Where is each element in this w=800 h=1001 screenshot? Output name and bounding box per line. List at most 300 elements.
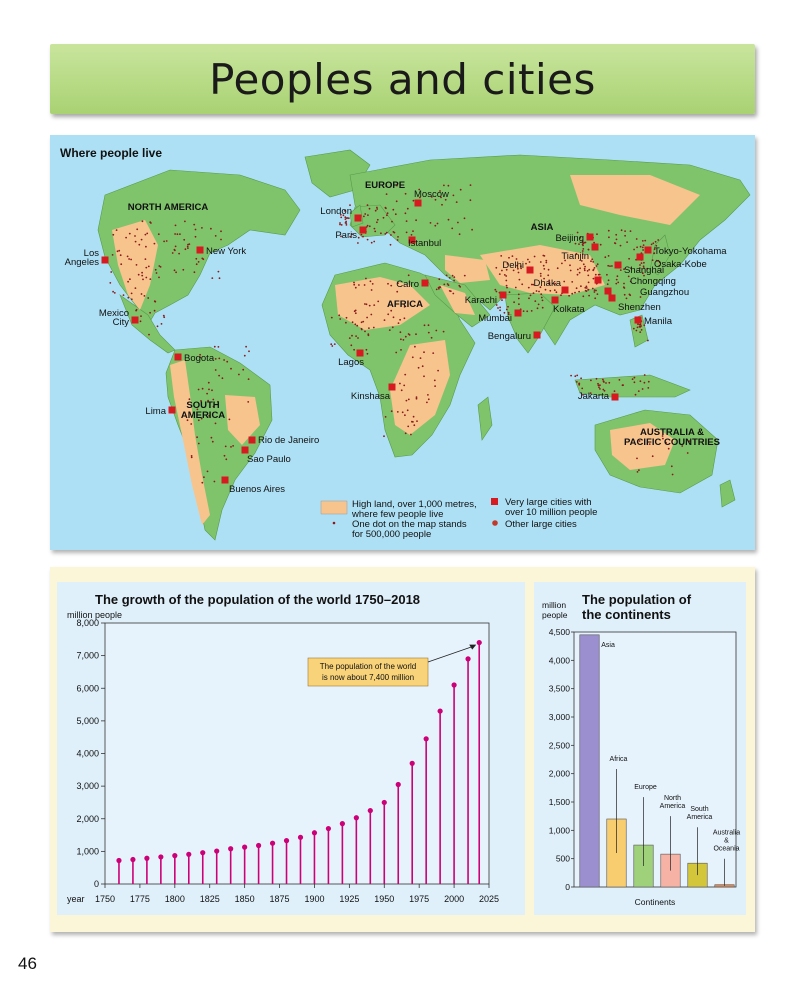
growth-point xyxy=(298,835,303,840)
growth-ytick-label: 2,000 xyxy=(76,813,99,824)
population-dot xyxy=(592,261,594,263)
population-dot xyxy=(405,432,407,434)
population-dot xyxy=(540,275,542,277)
growth-point xyxy=(424,736,429,741)
population-dot xyxy=(201,258,203,260)
population-dot xyxy=(352,321,354,323)
population-dot xyxy=(146,233,148,235)
population-dot xyxy=(397,236,399,238)
population-dot xyxy=(518,272,520,274)
population-dot xyxy=(178,253,180,255)
population-dot xyxy=(196,436,198,438)
map-canvas xyxy=(50,135,755,550)
legend-dot-line1: One dot on the map stands xyxy=(352,519,467,530)
population-dot xyxy=(354,310,356,312)
city-label-dhaka: Dhaka xyxy=(533,278,561,289)
population-dot xyxy=(193,224,195,226)
population-dot xyxy=(624,294,626,296)
population-dot xyxy=(621,229,623,231)
population-dot xyxy=(642,388,644,390)
continent-label: North xyxy=(663,795,682,803)
population-dot xyxy=(158,277,160,279)
population-dot xyxy=(373,327,375,329)
megacity-marker-jakarta xyxy=(612,394,619,401)
continents-chart-xlabel: Continents xyxy=(634,897,676,907)
region-label-asia: ASIA xyxy=(530,222,554,233)
population-dot xyxy=(367,353,369,355)
population-dot xyxy=(410,434,412,436)
population-dot xyxy=(437,370,439,372)
population-dot xyxy=(387,313,389,315)
population-dot xyxy=(355,312,357,314)
growth-xtick-label: 1925 xyxy=(339,894,360,904)
population-dot xyxy=(431,337,433,339)
population-dot xyxy=(390,310,392,312)
population-dot xyxy=(628,258,630,260)
continents-ytick-label: 500 xyxy=(555,853,570,864)
population-dot xyxy=(507,306,509,308)
population-dot xyxy=(639,324,641,326)
population-dot xyxy=(367,239,369,241)
population-dot xyxy=(459,233,461,235)
population-dot xyxy=(355,287,357,289)
population-dot xyxy=(357,242,359,244)
growth-point xyxy=(410,761,415,766)
population-dot xyxy=(538,304,540,306)
population-dot xyxy=(141,293,143,295)
population-dot xyxy=(366,317,368,319)
population-dot xyxy=(636,458,638,460)
population-dot xyxy=(637,327,639,329)
population-dot xyxy=(158,233,160,235)
population-dot xyxy=(220,239,222,241)
megacity-marker-bogota xyxy=(175,354,182,361)
population-dot xyxy=(453,276,455,278)
growth-point xyxy=(186,852,191,857)
population-dot xyxy=(449,290,451,292)
population-dot xyxy=(626,241,628,243)
population-dot xyxy=(396,200,398,202)
population-dot xyxy=(357,337,359,339)
population-dot xyxy=(194,271,196,273)
continents-ytick-label: 3,500 xyxy=(548,683,570,694)
population-dot xyxy=(436,289,438,291)
growth-point xyxy=(451,682,456,687)
population-dot xyxy=(163,316,165,318)
megacity-marker-shenzhen xyxy=(609,295,616,302)
population-dot xyxy=(416,420,418,422)
continents-ytick-label: 1,000 xyxy=(548,825,570,836)
growth-xtick-label: 2025 xyxy=(478,894,500,904)
population-dot xyxy=(363,216,365,218)
population-dot xyxy=(521,283,523,285)
population-dot xyxy=(396,291,398,293)
population-dot xyxy=(191,455,193,457)
population-dot xyxy=(134,235,136,237)
population-dot xyxy=(543,265,545,267)
population-dot xyxy=(499,307,501,309)
population-dot xyxy=(526,310,528,312)
population-dot xyxy=(389,329,391,331)
population-dot xyxy=(377,219,379,221)
megacity-marker-bengaluru xyxy=(534,332,541,339)
population-dot xyxy=(376,207,378,209)
population-dot xyxy=(331,345,333,347)
region-label-north-america: NORTH AMERICA xyxy=(127,202,209,213)
population-dot xyxy=(571,281,573,283)
growth-point xyxy=(340,821,345,826)
population-dot xyxy=(345,222,347,224)
continent-label: Asia xyxy=(601,641,615,649)
population-dot xyxy=(443,331,445,333)
population-dot xyxy=(230,446,232,448)
population-dot xyxy=(380,232,382,234)
growth-point xyxy=(326,826,331,831)
population-dot xyxy=(622,384,624,386)
growth-chart-ylabel: million people xyxy=(67,610,123,620)
population-dot xyxy=(543,268,545,270)
growth-xtick-label: 1975 xyxy=(409,894,430,904)
population-dot xyxy=(523,310,525,312)
population-dot xyxy=(457,222,459,224)
population-dot xyxy=(391,221,393,223)
population-dot xyxy=(341,224,343,226)
population-dot xyxy=(497,307,499,309)
legend-highland-swatch xyxy=(321,501,347,514)
population-dot xyxy=(131,298,133,300)
population-dot xyxy=(127,256,129,258)
population-dot xyxy=(644,374,646,376)
population-dot xyxy=(600,244,602,246)
population-dot xyxy=(540,261,542,263)
population-dot xyxy=(177,233,179,235)
population-dot xyxy=(142,220,144,222)
population-dot xyxy=(391,410,393,412)
megacity-marker-lima xyxy=(169,407,176,414)
population-dot xyxy=(596,378,598,380)
population-dot xyxy=(201,227,203,229)
population-dot xyxy=(647,340,649,342)
population-dot xyxy=(533,292,535,294)
population-dot xyxy=(561,263,563,265)
population-dot xyxy=(614,390,616,392)
population-dot xyxy=(652,242,654,244)
population-dot xyxy=(208,389,210,391)
population-dot xyxy=(158,265,160,267)
growth-point xyxy=(256,843,261,848)
population-dot xyxy=(364,331,366,333)
population-dot xyxy=(184,221,186,223)
megacity-marker-london xyxy=(355,215,362,222)
population-dot xyxy=(136,264,138,266)
population-dot xyxy=(544,255,546,257)
growth-ytick-label: 4,000 xyxy=(76,748,99,759)
population-dot xyxy=(584,268,586,270)
growth-point xyxy=(130,857,135,862)
population-dot xyxy=(370,314,372,316)
population-dot xyxy=(175,271,177,273)
growth-annotation-line: The population of the world xyxy=(319,662,417,671)
megacity-marker-osaka-kobe xyxy=(637,254,644,261)
population-dot xyxy=(131,293,133,295)
growth-annotation-line: is now about 7,400 million xyxy=(321,673,415,682)
population-dot xyxy=(584,266,586,268)
population-dot xyxy=(148,266,150,268)
population-dot xyxy=(427,394,429,396)
map-title: Where people live xyxy=(60,146,163,160)
population-dot xyxy=(556,291,558,293)
population-dot xyxy=(248,350,250,352)
population-dot xyxy=(127,281,129,283)
population-dot xyxy=(406,232,408,234)
population-dot xyxy=(452,275,454,277)
population-dot xyxy=(504,274,506,276)
population-dot xyxy=(154,243,156,245)
population-dot xyxy=(147,297,149,299)
continent-label: America xyxy=(686,814,713,822)
population-dot xyxy=(371,289,373,291)
population-dot xyxy=(182,269,184,271)
city-label-osaka-kobe: Osaka-Kobe xyxy=(654,259,707,270)
city-label-tianjin: Tianjin xyxy=(561,251,589,262)
population-dot xyxy=(569,264,571,266)
population-dot xyxy=(638,390,640,392)
growth-point xyxy=(354,815,359,820)
city-label-lagos: Lagos xyxy=(338,357,364,368)
population-dot xyxy=(141,275,143,277)
population-dot xyxy=(540,273,542,275)
growth-xtick-label: 1775 xyxy=(129,894,150,904)
population-dot xyxy=(594,267,596,269)
megacity-marker-moscow xyxy=(415,200,422,207)
megacity-marker-mumbai xyxy=(515,310,522,317)
city-label-beijing: Beijing xyxy=(555,233,584,244)
population-dot xyxy=(374,231,376,233)
population-dot xyxy=(174,249,176,251)
growth-point xyxy=(144,856,149,861)
legend-dot-swatch xyxy=(333,522,336,525)
population-dot xyxy=(218,375,220,377)
population-dot xyxy=(527,259,529,261)
population-dot xyxy=(413,200,415,202)
population-dot xyxy=(422,365,424,367)
megacity-marker-new-york xyxy=(197,247,204,254)
population-dot xyxy=(145,234,147,236)
growth-point xyxy=(312,830,317,835)
population-dot xyxy=(226,361,228,363)
population-dot xyxy=(356,325,358,327)
population-dot xyxy=(644,382,646,384)
continents-ytick-label: 2,500 xyxy=(548,740,570,751)
population-dot xyxy=(201,482,203,484)
population-dot xyxy=(118,250,120,252)
growth-chart-xlabel: year xyxy=(67,894,85,904)
city-label-lima: Lima xyxy=(145,406,166,417)
population-dot xyxy=(120,254,122,256)
population-dot xyxy=(145,258,147,260)
population-dot xyxy=(608,255,610,257)
continents-chart-title: The population of xyxy=(582,592,692,607)
population-dot xyxy=(509,291,511,293)
growth-ytick-label: 1,000 xyxy=(76,846,99,857)
continent-label: America xyxy=(659,803,686,811)
population-dot xyxy=(399,319,401,321)
population-dot xyxy=(617,275,619,277)
population-dot xyxy=(196,263,198,265)
population-dot xyxy=(596,265,598,267)
continents-chart-ylabel: million xyxy=(542,600,567,610)
population-dot xyxy=(148,334,150,336)
city-label-kolkata: Kolkata xyxy=(553,304,585,315)
population-dot xyxy=(605,382,607,384)
city-label-kinshasa: Kinshasa xyxy=(350,391,390,402)
population-dot xyxy=(458,285,460,287)
population-dot xyxy=(443,185,445,187)
continents-ytick-label: 2,000 xyxy=(548,768,570,779)
megacity-marker-manila xyxy=(635,317,642,324)
population-dot xyxy=(412,356,414,358)
population-dot xyxy=(401,389,403,391)
population-dot xyxy=(376,208,378,210)
population-dot xyxy=(635,394,637,396)
population-dot xyxy=(149,278,151,280)
population-dot xyxy=(395,352,397,354)
population-dot xyxy=(364,303,366,305)
population-dot xyxy=(358,284,360,286)
population-dot xyxy=(441,204,443,206)
population-dot xyxy=(190,423,192,425)
population-dot xyxy=(198,443,200,445)
growth-xtick-label: 1750 xyxy=(94,894,116,904)
population-dot xyxy=(428,398,430,400)
population-dot xyxy=(588,295,590,297)
population-dot xyxy=(215,369,217,371)
population-dot xyxy=(208,382,210,384)
population-dot xyxy=(211,437,213,439)
megacity-marker-karachi xyxy=(500,292,507,299)
population-dot xyxy=(495,267,497,269)
growth-xtick-label: 1850 xyxy=(234,894,255,904)
population-dot xyxy=(420,357,422,359)
population-dot xyxy=(416,396,418,398)
population-dot xyxy=(428,324,430,326)
population-dot xyxy=(222,377,224,379)
population-dot xyxy=(411,234,413,236)
growth-xtick-label: 1950 xyxy=(374,894,395,904)
population-dot xyxy=(395,213,397,215)
population-dot xyxy=(172,252,174,254)
population-dot xyxy=(579,272,581,274)
population-dot xyxy=(145,246,147,248)
page-title-banner xyxy=(50,44,755,114)
population-dot xyxy=(624,230,626,232)
population-dot xyxy=(597,293,599,295)
population-dot xyxy=(406,220,408,222)
city-label-manila: Manila xyxy=(644,316,672,327)
population-dot xyxy=(426,402,428,404)
population-dot xyxy=(531,284,533,286)
population-dot xyxy=(640,380,642,382)
population-dot xyxy=(438,278,440,280)
population-dot xyxy=(616,239,618,241)
city-label-new-york: New York xyxy=(206,246,247,257)
population-dot xyxy=(416,398,418,400)
population-dot xyxy=(244,355,246,357)
population-dot xyxy=(202,388,204,390)
population-dot xyxy=(220,230,222,232)
population-dot xyxy=(549,290,551,292)
population-dot xyxy=(652,455,654,457)
city-label-tokyo-yokohama: Tokyo-Yokohama xyxy=(654,246,727,257)
population-dot xyxy=(607,283,609,285)
population-dot xyxy=(188,243,190,245)
population-dot xyxy=(163,241,165,243)
population-dot xyxy=(449,277,451,279)
growth-xtick-label: 2000 xyxy=(444,894,465,904)
population-dot xyxy=(519,279,521,281)
world-population-map xyxy=(50,135,755,550)
population-dot xyxy=(651,244,653,246)
population-dot xyxy=(581,388,583,390)
growth-point xyxy=(465,656,470,661)
continents-chart xyxy=(534,582,746,915)
growth-xtick-label: 1900 xyxy=(304,894,325,904)
population-dot xyxy=(367,204,369,206)
city-label-mexico-city: Mexico City xyxy=(98,308,129,328)
continent-label: Africa xyxy=(609,756,628,763)
population-dot xyxy=(506,287,508,289)
population-dot xyxy=(448,219,450,221)
population-dot xyxy=(435,330,437,332)
growth-point xyxy=(396,782,401,787)
population-dot xyxy=(198,261,200,263)
population-dot xyxy=(630,230,632,232)
population-dot xyxy=(576,381,578,383)
population-dot xyxy=(587,289,589,291)
population-dot xyxy=(407,409,409,411)
population-dot xyxy=(585,242,587,244)
population-dot xyxy=(579,267,581,269)
growth-chart-title: The growth of the population of the world 1750–2018 xyxy=(95,592,421,607)
population-dot xyxy=(245,346,247,348)
page-number: 46 xyxy=(18,954,37,973)
population-dot xyxy=(545,289,547,291)
population-dot xyxy=(207,471,209,473)
population-dot xyxy=(218,271,220,273)
population-dot xyxy=(373,304,375,306)
population-dot xyxy=(232,445,234,447)
population-dot xyxy=(405,193,407,195)
population-dot xyxy=(155,269,157,271)
population-dot xyxy=(383,435,385,437)
population-dot xyxy=(583,263,585,265)
population-dot xyxy=(392,209,394,211)
charts-panel xyxy=(50,567,755,932)
megacity-marker-dhaka xyxy=(562,287,569,294)
population-dot xyxy=(611,265,613,267)
population-dot xyxy=(175,246,177,248)
population-dot xyxy=(538,291,540,293)
population-dot xyxy=(358,237,360,239)
population-dot xyxy=(582,245,584,247)
population-dot xyxy=(400,331,402,333)
city-label-los-angeles: Los Angeles xyxy=(64,248,99,268)
population-dot xyxy=(218,358,220,360)
population-dot xyxy=(144,295,146,297)
population-dot xyxy=(412,421,414,423)
population-dot xyxy=(608,236,610,238)
population-dot xyxy=(636,246,638,248)
